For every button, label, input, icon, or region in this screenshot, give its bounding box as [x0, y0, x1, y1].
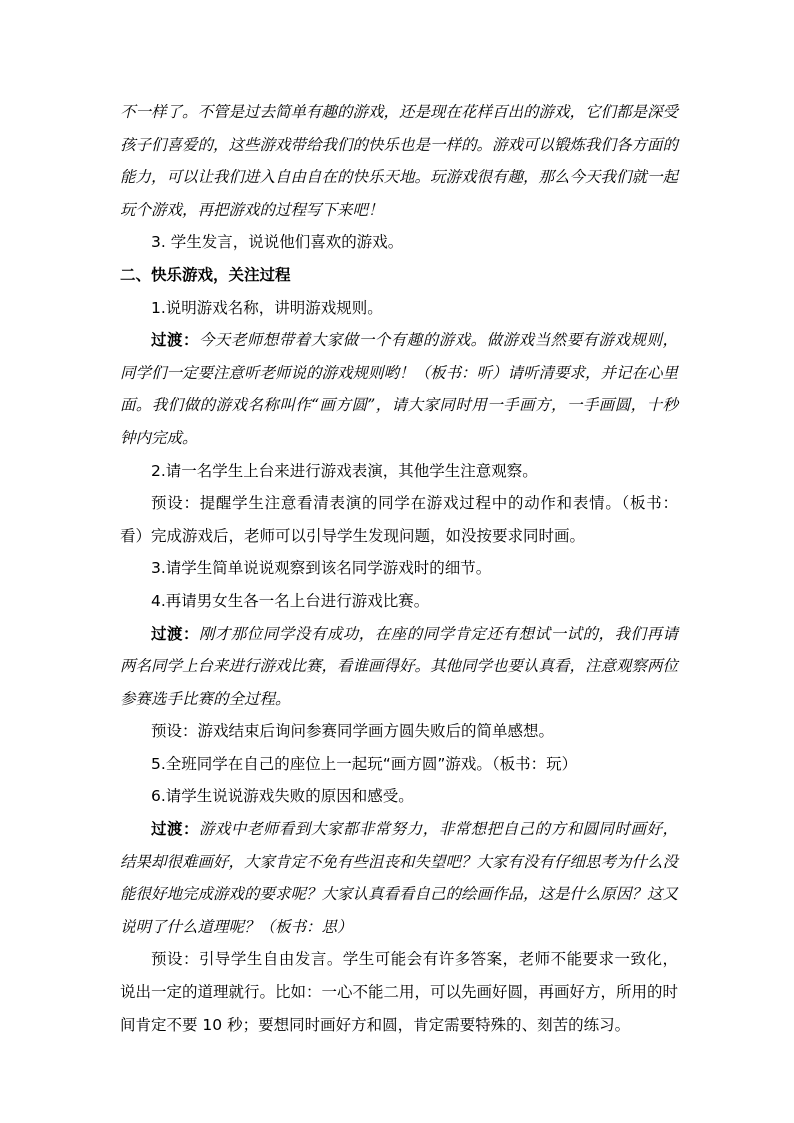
paragraph-text: 不一样了。不管是过去简单有趣的游戏，还是现在花样百出的游戏，它们都是深受孩子们喜爱的，这些游戏带给我们的快乐也是一样的。游戏可以锻炼我们各方面的能力，可以让我们进入自由自在的快乐天地。玩游戏很有趣，那么今天我们就一起玩个游戏，再把游戏的过程写下来吧！: [120, 103, 679, 219]
transition-label: 过渡：: [151, 820, 199, 839]
preset-text: 游戏结束后询问参赛同学画方圆失败后的简单感想。: [197, 722, 555, 741]
preset-paragraph-1: [120, 487, 678, 552]
paragraph-intro-continuation: [120, 96, 678, 226]
step-4: 4.再请男女生各一名上台进行游戏比赛。: [151, 591, 430, 610]
preset-text: 引导学生自由发言。学生可能会有许多答案，老师不能要求一致化，说出一定的道理就行。比如：一心不能二用，可以先画好圆，再画好方，所用的时间肯定不要 10 秒；要想同时画好方和圆，肯定需要特殊的、刻苦的练习。: [120, 950, 679, 1034]
preset-label: 预设：: [151, 494, 200, 513]
transition-paragraph-1: [120, 324, 678, 454]
section-heading: 二、快乐游戏，关注过程: [120, 265, 291, 284]
step-6: 6.请学生说说游戏失败的原因和感受。: [151, 787, 414, 806]
step-2: 2.请一名学生上台来进行游戏表演，其他学生注意观察。: [151, 461, 538, 480]
transition-paragraph-3: [120, 813, 678, 943]
step-3: 3.请学生简单说说观察到该名同学游戏时的细节。: [151, 559, 492, 578]
step-5: 5.全班同学在自己的座位上一起玩“画方圆”游戏。（板书：玩）: [151, 754, 578, 773]
transition-text: 今天老师想带着大家做一个有趣的游戏。做游戏当然要有游戏规则，同学们一定要注意听老师说的游戏规则哟！（板书：听）请听清要求，并记在心里面。我们做的游戏名称叫作“画方圆”，请大家同时用一手画方，一手画圆，十秒钟内完成。: [120, 331, 679, 447]
preset-paragraph-3: [120, 943, 678, 1041]
step-1: 1.说明游戏名称，讲明游戏规则。: [151, 298, 383, 317]
transition-text: 游戏中老师看到大家都非常努力，非常想把自己的方和圆同时画好，结果却很难画好，大家肯定不免有些沮丧和失望吧？大家有没有仔细思考为什么没能很好地完成游戏的要求呢？大家认真看看自己的绘画作品，这是什么原因？这又说明了什么道理呢？（板书：思）: [120, 820, 679, 936]
transition-text: 刚才那位同学没有成功，在座的同学肯定还有想试一试的，我们再请两名同学上台来进行游戏比赛，看谁画得好。其他同学也要认真看，注意观察两位参赛选手比赛的全过程。: [120, 624, 679, 708]
preset-paragraph-2: [120, 715, 678, 748]
document-page: [120, 96, 678, 1041]
transition-paragraph-2: [120, 618, 678, 716]
preset-text: 提醒学生注意看清表演的同学在游戏过程中的动作和表情。（板书：看）完成游戏后，老师可以引导学生发现问题，如没按要求同时画。: [120, 494, 678, 545]
preset-label: 预设：: [151, 950, 199, 969]
preset-label: 预设：: [151, 722, 198, 741]
transition-label: 过渡：: [151, 331, 199, 350]
transition-label: 过渡：: [151, 624, 199, 643]
paragraph-student-speech: 3. 学生发言，说说他们喜欢的游戏。: [151, 233, 404, 252]
